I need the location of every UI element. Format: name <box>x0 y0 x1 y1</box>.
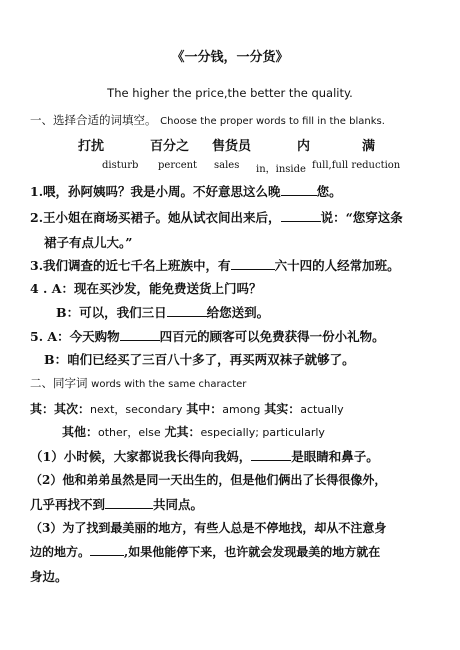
answer-blank[interactable] <box>251 449 291 461</box>
synonym-label: 其中： <box>186 402 223 416</box>
practice-2: （2）他和弟弟虽然是同一天出生的，但是他们俩出了长得很像外， <box>30 473 387 487</box>
word-bank-item: 内 <box>297 139 311 154</box>
word-bank-item: 百分之 <box>150 139 190 154</box>
practice-1-text-end: 是眼睛和鼻子。 <box>291 449 379 464</box>
word-bank-translation: full,full reduction <box>312 160 401 171</box>
word-bank-item: 满 <box>362 139 376 154</box>
question-3-text: 3.我们调查的近七千名上班族中，有 <box>30 258 231 273</box>
question-5a-text: 5. A：今天购物 <box>30 329 120 344</box>
synonyms-row-1 <box>30 400 344 417</box>
synonym-meaning: other，else <box>98 426 161 439</box>
question-5b: B：咱们已经买了三百八十多了，再买两双袜子就够了。 <box>44 352 355 367</box>
question-5a <box>30 327 385 345</box>
answer-blank[interactable] <box>281 184 317 196</box>
section2-heading <box>30 375 246 391</box>
synonyms-row-2 <box>62 423 325 440</box>
synonym-label: 其实： <box>264 402 301 416</box>
answer-blank[interactable] <box>120 329 160 341</box>
question-4a: 4 . A：现在买沙发，能免费送货上门吗？ <box>30 281 262 296</box>
practice-3: （3）为了找到最美丽的地方，有些人总是不停地找，却从不注意身 <box>30 521 387 535</box>
answer-blank[interactable] <box>231 258 275 270</box>
section1-heading-en: Choose the proper words to fill in the blanks. <box>160 116 385 127</box>
synonym-meaning: actually <box>300 403 344 416</box>
synonym-meaning: among <box>222 403 261 416</box>
page-subtitle: The higher the price,the better the quality. <box>107 86 353 100</box>
practice-2-text-end: 共同点。 <box>153 497 204 512</box>
practice-1-text: （1）小时候，大家都说我长得向我妈， <box>30 449 252 464</box>
question-1-text: 1.喂，孙阿姨吗？我是小周。不好意思这么晚 <box>30 184 281 199</box>
question-4b-text: B：可以，我们三日 <box>56 305 167 320</box>
question-1 <box>30 182 342 200</box>
practice-3-continued <box>30 543 380 560</box>
synonym-meaning: especially; particularly <box>200 426 325 439</box>
section2-heading-cn: 二、同字词 <box>30 376 88 390</box>
word-bank-translation: sales <box>214 160 240 171</box>
question-2 <box>30 208 403 226</box>
synonym-label: 其他： <box>62 425 99 439</box>
question-3-text-end: 六十四的人经常加班。 <box>274 258 400 273</box>
question-5a-text-end: 四百元的顾客可以免费获得一份小礼物。 <box>159 329 385 344</box>
synonym-label: 尤其： <box>164 425 201 439</box>
question-2-text-end: 说：“您穿这条 <box>320 210 403 225</box>
page-title: 《一分钱，一分货》 <box>171 50 289 65</box>
question-2-continued: 裙子有点儿大。” <box>44 235 133 250</box>
question-1-text-end: 您。 <box>316 184 342 199</box>
question-3 <box>30 256 400 274</box>
practice-1 <box>30 447 379 465</box>
word-bank-translation: percent <box>158 160 198 171</box>
word-bank-item: 售货员 <box>212 139 252 154</box>
answer-blank[interactable] <box>167 305 207 317</box>
practice-3-text-end: ,如果他能停下来，也许就会发现最美的地方就在 <box>124 545 381 559</box>
section1-heading <box>30 112 385 128</box>
word-bank-translation: in，inside <box>256 164 306 175</box>
question-2-text: 2.王小姐在商场买裙子。她从试衣间出来后， <box>30 210 281 225</box>
section2-heading-en: words with the same character <box>91 379 247 390</box>
question-4b <box>56 303 269 321</box>
answer-blank[interactable] <box>90 544 124 556</box>
word-bank-item: 打扰 <box>78 139 105 154</box>
synonym-meaning: next，secondary <box>90 403 183 416</box>
synonym-label: 其：其次： <box>30 402 91 416</box>
practice-3-end: 身边。 <box>30 569 68 584</box>
answer-blank[interactable] <box>105 497 153 509</box>
section1-heading-cn: 一、选择合适的词填空。 <box>30 113 157 127</box>
answer-blank[interactable] <box>281 210 321 222</box>
practice-3-text: 边的地方。 <box>30 545 91 559</box>
word-bank-translation: disturb <box>102 160 139 171</box>
practice-2-continued <box>30 495 203 513</box>
question-4b-text-end: 给您送到。 <box>206 305 270 320</box>
practice-2-text: 几乎再找不到 <box>30 497 106 512</box>
